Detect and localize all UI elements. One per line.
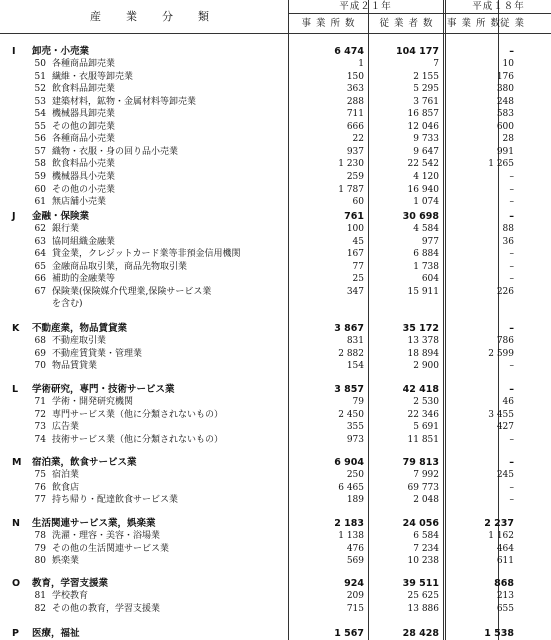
- employees-value: 2 048: [413, 495, 439, 506]
- section-letter: P: [12, 628, 19, 639]
- section-heading: [12, 458, 137, 468]
- section-heading: [12, 47, 89, 57]
- employees-value: 5 295: [413, 84, 439, 95]
- section-heading: [12, 324, 127, 334]
- table-row: [22, 186, 115, 195]
- employees-value: 12 046: [407, 121, 439, 132]
- industry-name: 不動産取引業: [52, 336, 107, 346]
- establishments-value: 973: [346, 434, 364, 445]
- establishments-value: 1 138: [338, 531, 364, 541]
- industry-name: 協同組織金融業: [52, 236, 116, 247]
- header-bottom-rule: [0, 33, 551, 34]
- header-rule: [288, 13, 551, 14]
- employees-value: 13 378: [407, 336, 439, 346]
- industry-code: 54: [34, 109, 46, 120]
- industry-name: 繊維・衣服等卸売業: [52, 71, 134, 82]
- section-heading: [12, 519, 156, 529]
- establishments-value: 831: [346, 336, 364, 346]
- establishments-value: 347: [346, 286, 364, 297]
- table-row: [22, 592, 88, 601]
- industry-code: 52: [34, 84, 46, 95]
- table-row: [22, 605, 160, 614]
- table-row: [22, 398, 133, 407]
- industry-code: 63: [34, 236, 46, 247]
- employees-value: 13 886: [407, 603, 439, 614]
- establishments-value: 711: [346, 109, 364, 120]
- table-row: [22, 545, 169, 554]
- industry-code: 79: [34, 543, 46, 554]
- establishments-value: 2 882: [338, 348, 364, 359]
- establishments-value: 569: [346, 556, 364, 567]
- table-row: [22, 288, 211, 297]
- establishments-value: 1 230: [338, 159, 364, 170]
- employees-value: 7 234: [413, 543, 439, 554]
- industry-code: 50: [34, 59, 46, 69]
- table-row: [22, 160, 115, 169]
- section-employees: 28 428: [402, 628, 439, 639]
- industry-code: 70: [34, 361, 46, 372]
- establishments-h18-value: 2 599: [488, 348, 514, 359]
- employees-value: 4 120: [413, 171, 439, 182]
- section-heading: [12, 385, 175, 395]
- industry-code: 59: [34, 171, 46, 182]
- industry-name: 無店舗小売業: [52, 197, 107, 208]
- section-letter: O: [12, 578, 21, 589]
- employees-value: 4 584: [413, 224, 439, 234]
- industry-name: 織物・衣服・身の回り品小売業: [52, 146, 179, 157]
- employees-value: 604: [421, 274, 439, 285]
- industry-code: 51: [34, 71, 46, 82]
- establishments-value: 288: [346, 96, 364, 107]
- establishments-value: 363: [346, 84, 364, 95]
- establishments-value: 167: [346, 249, 364, 260]
- employees-value: 9 647: [413, 146, 439, 157]
- establishments-value: 209: [346, 591, 364, 601]
- industry-name: 機械器具卸売業: [52, 109, 116, 120]
- employees-value: 1 074: [413, 197, 439, 208]
- establishments-value: 25: [352, 274, 364, 285]
- table-row: [22, 484, 79, 493]
- industry-name: 技術サービス業（他に分類されないもの）: [52, 434, 224, 445]
- employees-value: 977: [421, 236, 439, 247]
- industry-name-continuation: を含む): [52, 299, 83, 310]
- establishments-value: 154: [346, 361, 364, 372]
- industry-code: 62: [34, 224, 46, 234]
- employees-value: 22 346: [407, 409, 439, 420]
- section-letter: M: [12, 457, 22, 468]
- section-establishments-h18: –: [509, 323, 514, 334]
- industry-name: 飲食料品卸売業: [52, 84, 116, 95]
- establishments-value: 666: [346, 121, 364, 132]
- establishments-h18-value: 611: [496, 556, 514, 567]
- industry-code: 77: [34, 495, 46, 506]
- industry-code: 67: [34, 286, 46, 297]
- establishments-h18-value: –: [509, 482, 514, 493]
- industry-code: 76: [34, 482, 46, 493]
- section-heading: [12, 579, 108, 589]
- section-heading: [12, 629, 80, 639]
- section-employees: 79 813: [402, 457, 439, 468]
- table-row: [22, 85, 115, 94]
- establishments-h18-value: 600: [496, 121, 514, 132]
- industry-code: 64: [34, 249, 46, 260]
- employees-value: 1 738: [413, 261, 439, 272]
- establishments-h18-value: –: [509, 361, 514, 372]
- establishments-value: 22: [352, 134, 364, 145]
- section-name: 生活関連サービス業，娯楽業: [32, 518, 156, 529]
- industry-name: 金融商品取引業，商品先物取引業: [52, 261, 188, 272]
- industry-name: その他の教育，学習支援業: [52, 603, 161, 614]
- employees-value: 5 691: [413, 422, 439, 433]
- establishments-h18-value: 176: [496, 71, 514, 82]
- section-employees: 24 056: [402, 518, 439, 529]
- establishments-value: 2 450: [338, 409, 364, 420]
- section-establishments-h18: 2 237: [484, 518, 514, 529]
- table-row: [22, 238, 115, 247]
- employees-value: 10 238: [407, 556, 439, 567]
- establishments-h18-value: –: [509, 171, 514, 182]
- establishments-h18-value: 786: [496, 336, 514, 346]
- establishments-h18-value: 245: [496, 470, 514, 480]
- establishments-h18-value: 583: [496, 109, 514, 120]
- industry-name: 宿泊業: [52, 470, 80, 480]
- table-row: [22, 350, 142, 359]
- table-row: [22, 98, 196, 107]
- industry-code: 72: [34, 409, 46, 420]
- table-row: [22, 198, 106, 207]
- section-employees: 30 698: [402, 211, 439, 222]
- establishments-h18-value: –: [509, 495, 514, 506]
- section-establishments: 1 567: [334, 628, 364, 639]
- establishments-value: 476: [346, 543, 364, 554]
- establishments-h18-value: 3 455: [488, 409, 514, 420]
- establishments-h18-value: 46: [502, 397, 514, 407]
- employees-value: 6 584: [413, 531, 439, 541]
- employees-value: 22 542: [407, 159, 439, 170]
- industry-name: 各種商品卸売業: [52, 59, 116, 69]
- section-establishments: 924: [344, 578, 364, 589]
- section-establishments-h18: 868: [494, 578, 514, 589]
- year-header-h18: 平成１８年: [472, 1, 525, 12]
- employees-value: 6 884: [413, 249, 439, 260]
- establishments-h18-value: 248: [496, 96, 514, 107]
- establishments-h18-value: –: [509, 184, 514, 195]
- industry-name: 飲食料品小売業: [52, 159, 116, 170]
- industry-code: 61: [34, 197, 46, 208]
- section-establishments-h18: –: [509, 211, 514, 222]
- table-row: [22, 436, 223, 445]
- establishments-h18-value: 427: [496, 422, 514, 433]
- establishments-h18-value: 10: [502, 59, 514, 69]
- establishments-value: 259: [346, 171, 364, 182]
- establishments-header-h18: 事 業 所 数: [447, 18, 502, 29]
- industry-code: 57: [34, 146, 46, 157]
- establishments-value: 1: [358, 59, 364, 69]
- employees-value: 18 894: [407, 348, 439, 359]
- section-establishments: 6 474: [334, 46, 364, 57]
- industry-name: 銀行業: [52, 224, 80, 234]
- industry-code: 68: [34, 336, 46, 346]
- employees-value: 69 773: [407, 482, 439, 493]
- section-name: 学術研究，専門・技術サービス業: [32, 384, 175, 395]
- establishments-value: 45: [352, 236, 364, 247]
- section-name: 教育，学習支援業: [32, 578, 109, 589]
- establishments-h18-value: –: [509, 434, 514, 445]
- establishments-value: 77: [352, 261, 364, 272]
- classification-header: 産 業 分 類: [90, 10, 210, 23]
- section-name: 宿泊業，飲食サービス業: [32, 457, 137, 468]
- industry-code: 71: [34, 397, 46, 407]
- industry-name: その他の卸売業: [52, 121, 116, 132]
- industry-code: 75: [34, 470, 46, 480]
- section-heading: [12, 212, 89, 222]
- establishments-h18-value: 1 162: [488, 531, 514, 541]
- establishments-h18-value: –: [509, 274, 514, 285]
- section-establishments: 761: [344, 211, 364, 222]
- industry-name: 各種商品小売業: [52, 134, 116, 145]
- establishments-h18-value: 213: [496, 591, 514, 601]
- establishments-value: 1 787: [338, 184, 364, 195]
- establishments-h18-value: 464: [496, 543, 514, 554]
- section-establishments-h18: –: [509, 46, 514, 57]
- establishments-value: 150: [346, 71, 364, 82]
- section-establishments-h18: 1 538: [484, 628, 514, 639]
- table-row: [22, 250, 241, 259]
- establishments-value: 355: [346, 422, 364, 433]
- section-letter: J: [12, 211, 16, 222]
- table-row: [22, 496, 178, 505]
- section-establishments-h18: –: [509, 384, 514, 395]
- industry-name: 不動産賃貸業・管理業: [52, 348, 143, 359]
- table-row: [22, 123, 115, 132]
- establishments-h18-value: –: [509, 261, 514, 272]
- section-establishments: 3 867: [334, 323, 364, 334]
- table-row: [22, 110, 115, 119]
- industry-name: 物品賃貸業: [52, 361, 98, 372]
- industry-code: 81: [34, 591, 46, 601]
- industry-code: 82: [34, 603, 46, 614]
- section-name: 金融・保険業: [32, 211, 90, 222]
- section-employees: 42 418: [402, 384, 439, 395]
- industry-name: 飲食店: [52, 482, 80, 493]
- establishments-value: 79: [352, 397, 364, 407]
- section-letter: K: [12, 323, 20, 334]
- employees-header-h18: 従 業: [500, 18, 526, 29]
- establishments-header: 事 業 所 数: [301, 18, 356, 29]
- establishments-h18-value: 655: [496, 603, 514, 614]
- section-name: 不動産業，物品賃貸業: [32, 323, 128, 334]
- industry-name: 娯楽業: [52, 556, 80, 567]
- section-letter: I: [12, 46, 16, 57]
- establishments-h18-value: –: [509, 249, 514, 260]
- section-establishments: 3 857: [334, 384, 364, 395]
- establishments-h18-value: 380: [496, 84, 514, 95]
- establishments-value: 189: [346, 495, 364, 506]
- industry-code: 56: [34, 134, 46, 145]
- table-row: [22, 135, 115, 144]
- establishments-value: 937: [346, 146, 364, 157]
- employees-value: 15 911: [407, 286, 439, 297]
- industry-name: その他の生活関連サービス業: [52, 543, 170, 554]
- establishments-value: 715: [346, 603, 364, 614]
- employees-value: 2 155: [413, 71, 439, 82]
- section-establishments-h18: –: [509, 457, 514, 468]
- employees-value: 7 992: [413, 470, 439, 480]
- industry-code: 78: [34, 531, 46, 541]
- employees-value: 2 530: [413, 397, 439, 407]
- section-employees: 35 172: [402, 323, 439, 334]
- section-name: 卸売・小売業: [32, 46, 90, 57]
- establishments-h18-value: –: [509, 197, 514, 208]
- establishments-h18-value: 991: [496, 146, 514, 157]
- industry-code: 65: [34, 261, 46, 272]
- employees-value: 7: [433, 59, 439, 69]
- year-header-h21: 平成２１年: [339, 1, 392, 12]
- establishments-h18-value: 226: [496, 286, 514, 297]
- industry-name: 機械器具小売業: [52, 171, 116, 182]
- table-row: [22, 60, 115, 69]
- column-divider: [288, 0, 289, 640]
- establishments-h18-value: 28: [502, 134, 514, 145]
- table-row: [22, 423, 79, 432]
- table-row: [22, 362, 97, 371]
- industry-code: 66: [34, 274, 46, 285]
- establishments-value: 60: [352, 197, 364, 208]
- employees-value: 16 857: [407, 109, 439, 120]
- industry-name: 建築材料，鉱物・金属材料等卸売業: [52, 96, 197, 107]
- industry-name: 洗濯・理容・美容・浴場業: [52, 531, 161, 541]
- section-employees: 104 177: [396, 46, 439, 57]
- employees-value: 11 851: [407, 434, 439, 445]
- industry-code: 60: [34, 184, 46, 195]
- table-row: [22, 275, 115, 284]
- table-row: [22, 263, 187, 272]
- industry-name: 学術・開発研究機関: [52, 397, 134, 407]
- section-establishments: 2 183: [334, 518, 364, 529]
- establishments-h18-value: 1 265: [488, 159, 514, 170]
- column-divider: [368, 0, 369, 640]
- industry-code: 69: [34, 348, 46, 359]
- employees-value: 3 761: [413, 96, 439, 107]
- section-name: 医療，福祉: [32, 628, 80, 639]
- table-row: [22, 337, 106, 346]
- table-row: [22, 173, 115, 182]
- establishments-value: 6 465: [338, 482, 364, 493]
- industry-code: 74: [34, 434, 46, 445]
- table-row: [22, 148, 178, 157]
- industry-name: 保険業(保険媒介代理業,保険サービス業: [52, 286, 212, 297]
- employees-header: 従 業 者 数: [379, 18, 434, 29]
- employees-value: 25 625: [407, 591, 439, 601]
- establishments-h18-value: 36: [502, 236, 514, 247]
- section-employees: 39 511: [402, 578, 439, 589]
- section-establishments: 6 904: [334, 457, 364, 468]
- industry-name: 持ち帰り・配達飲食サービス業: [52, 495, 179, 506]
- industry-code: 55: [34, 121, 46, 132]
- table-row: [22, 471, 79, 480]
- industry-name: 学校教育: [52, 591, 89, 601]
- industry-code: 58: [34, 159, 46, 170]
- table-row: [22, 557, 79, 566]
- industry-name: その他の小売業: [52, 184, 116, 195]
- industry-code: 53: [34, 96, 46, 107]
- table-row: [22, 411, 223, 420]
- table-row: [22, 73, 133, 82]
- industry-name: 貸金業，クレジットカード業等非預金信用機関: [52, 249, 241, 260]
- section-letter: L: [12, 384, 19, 395]
- employees-value: 9 733: [413, 134, 439, 145]
- employees-value: 16 940: [407, 184, 439, 195]
- establishments-h18-value: 88: [502, 224, 514, 234]
- establishments-value: 100: [346, 224, 364, 234]
- table-row: [22, 225, 79, 234]
- employees-value: 2 900: [413, 361, 439, 372]
- establishments-value: 250: [346, 470, 364, 480]
- section-letter: N: [12, 518, 20, 529]
- industry-name: 広告業: [52, 422, 80, 433]
- industry-code: 73: [34, 422, 46, 433]
- industry-code: 80: [34, 556, 46, 567]
- industry-name: 補助的金融業等: [52, 274, 116, 285]
- industry-name: 専門サービス業（他に分類されないもの）: [52, 409, 224, 420]
- table-row: [22, 532, 160, 541]
